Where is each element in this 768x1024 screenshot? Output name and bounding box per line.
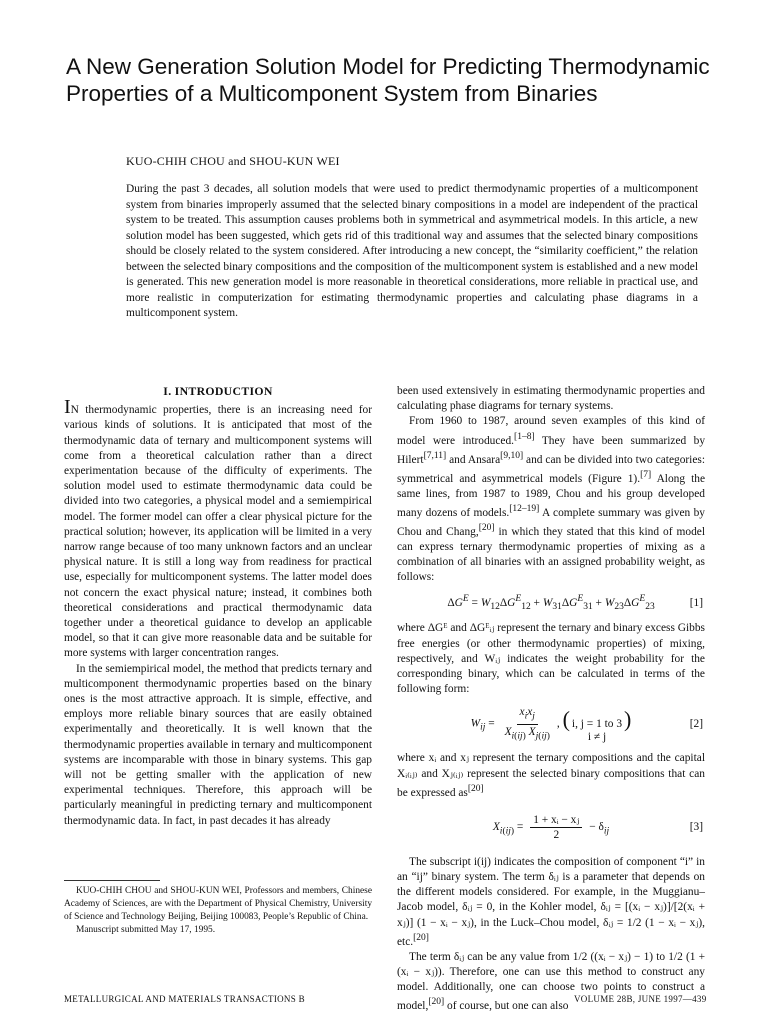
- text-run: Along the same lines, from 1987 to 1989, Chou and his group developed many dozens of models.: [397, 472, 705, 519]
- equation-2: [397, 704, 705, 744]
- citation: [20]: [428, 997, 445, 1008]
- section-heading-introduction: I. INTRODUCTION: [163, 384, 273, 398]
- right-paragraph-3: where ΔGᴱ and ΔGᴱᵢⱼ represent the ternary and binary excess Gibbs free energies (or other thermodynamic properties) of mixing, respectively, and Wᵢⱼ indicates the weight probability for the corresponding binary, which can be calculated in terms of the following form:: [397, 622, 705, 696]
- citation: [20]: [413, 932, 429, 943]
- intro-paragraph-2: In the semiempirical model, the method that predicts ternary and multicomponent thermodynamic properties based on the binary ones is the most attractive approach. It is simple, effective, and employs more reliable binary sources that are easily obtained experimentally and theoretically. It is well known that the thermodynamic properties available in ternary and multicomponent systems are incomparable with those in binary systems. This gap will not be getting smaller with the application of new experimental techniques. Therefore, this approach will be particularly meaningful in predicting ternary and multicomponent thermodynamic data. In fact, in past decades it has already: [64, 662, 372, 827]
- citation: [20]: [478, 522, 495, 533]
- equation-3-body: $X_{i(ij)}$ = $\frac{\text{1 + xᵢ − xⱼ}}{2}$ − $\delta_{ij}$: [492, 814, 610, 842]
- text-run: where xᵢ and xⱼ represent the ternary compositions and the capital Xᵢ₍ᵢⱼ₎ and Xⱼ₍ᵢⱼ₎ represent the selected binary compositions that can be expressed as: [397, 752, 705, 799]
- intro-paragraph-1: [64, 396, 372, 661]
- text-run: and Ansara: [446, 453, 501, 466]
- text-run: The subscript i(ij) indicates the composition of component “i” in an “ij” binary system. The term δᵢⱼ is a parameter that depends on the different models considered. For example, in the Muggianu–Jacob model, δᵢⱼ = 0, in the Kohler model, δᵢⱼ = [(xᵢ − xⱼ)]/[2(xᵢ + xⱼ)] (1 − xᵢ − xⱼ), in the Luck–Chou model, δᵢⱼ = 1/2 (1 − xᵢ − xⱼ), etc.: [397, 855, 705, 948]
- right-paragraph-4: [397, 751, 705, 800]
- equation-1-body: $\Delta G^E = W_{12}\Delta G^E_{12} + W_{31}\Delta G^E_{31} + W_{23}\Delta G^E_{23}$: [447, 593, 655, 612]
- equation-2-body: $W_{ij}$ = $\frac{x_ix_j}{X_{i(ij)} X_{j(ij)}}$ , ( i, j = 1 to 3 i ≠ j ): [470, 706, 632, 743]
- volume-page-footer: VOLUME 28B, JUNE 1997—439: [574, 994, 707, 1004]
- text-run: They have been summarized by Hilert: [397, 434, 706, 466]
- right-paragraph-2: [397, 414, 705, 585]
- text-run: and can be divided into two categories: symmetrical and asymmetrical models (Figure 1).: [397, 453, 705, 485]
- equation-1-number: [1]: [689, 596, 703, 609]
- text-run: A complete summary was given by Chou and Chang,: [397, 506, 705, 538]
- equation-2-number: [2]: [689, 717, 703, 730]
- footnote-submitted: Manuscript submitted May 17, 1995.: [76, 925, 216, 935]
- equation-1: [397, 592, 705, 614]
- footnote-affiliation: KUO-CHIH CHOU and SHOU-KUN WEI, Professors and members, Chinese Academy of Sciences, are with the Department of Physical Chemistry, University of Science and Technology Beijing, Beijing 100083, People’s Republic of China.: [64, 886, 372, 922]
- right-column: [397, 384, 705, 1014]
- left-column: [64, 384, 372, 829]
- citation: [7,11]: [423, 450, 447, 461]
- equation-3: [397, 808, 705, 848]
- citation: [20]: [467, 783, 484, 794]
- equation-2-condition: i ≠ j: [587, 730, 607, 743]
- citation: [9,10]: [500, 450, 524, 461]
- text-run: The term δᵢⱼ can be any value from 1/2 ((xᵢ − xⱼ) − 1) to 1/2 (1 + (xᵢ − xⱼ)). Therefore, one can use this method to construct any model. Additionally, one can choose two points to construct a model,: [397, 950, 705, 1013]
- abstract: During the past 3 decades, all solution models that were used to predict thermodynamic properties of a multicomponent system from binaries improperly assumed that the selected binary compositions in a model are independent of the practical system to be treated. This assumption causes problems both in symmetrical and asymmetrical models. In this article, a new solution model has been suggested, which gets rid of this traditional way and assumes that the selected binary compositions should be closely related to the system considered. After introducing a new concept, the “similarity coefficient,” the relation between the selected binary compositions and the composition of the multicomponent system is established and a new model is generated. This new generation model is more reasonable in theoretical considerations, more reliable in practical use, and more realistic in computerization for estimating thermodynamic properties and calculating phase diagrams in a multicomponent system.: [126, 183, 698, 319]
- text-run: From 1960 to 1987, around seven examples of this kind of model were introduced.: [397, 415, 705, 447]
- right-paragraph-5: [397, 855, 705, 950]
- intro-paragraph-1-text: N thermodynamic properties, there is an increasing need for various kinds of solutions. It is anticipated that most of the thermodynamic data of ternary and multicomponent systems will come from a theoretical calculation rather than a direct experimentation because of the difficulty of experiments. The solution model used to estimate thermodynamic data could be divided into two categories, a physical model and a semiempirical model. The former model can offer a clear physical picture for the practical solution; however, its application will be limited in a very narrow range because of too many unknown factors and an unclear physical nature. It is still a long way from readiness for practical use, especially for multicomponent systems. The latter model does not concern the exact physical nature; instead, it combines both theoretical considerations and practical thermodynamic data together under a theoretical guidance to develop an applicable model, so that it can give more reasonable data and be suitable for more systems with larger concentration ranges.: [64, 404, 372, 660]
- citation: [12–19]: [509, 503, 540, 514]
- paper-title: A New Generation Solution Model for Predicting Thermodynamic Properties of a Multicomponent System from Binaries: [66, 54, 710, 106]
- equation-3-number: [3]: [689, 821, 703, 834]
- equation-2-fraction: $\frac{x_ix_j}{X_{i(ij)} X_{j(ij)}}$: [504, 706, 550, 741]
- drop-cap: I: [64, 396, 71, 419]
- text-run: of course, but one can also: [444, 1000, 569, 1013]
- citation: [1–8]: [514, 431, 535, 442]
- author-footnote: [64, 885, 372, 937]
- author-line: KUO-CHIH CHOU and SHOU-KUN WEI: [126, 154, 340, 168]
- journal-name-footer: METALLURGICAL AND MATERIALS TRANSACTIONS B: [64, 994, 305, 1004]
- citation: [7]: [640, 469, 652, 480]
- equation-3-fraction: $\frac{\text{1 + xᵢ − xⱼ}}{2}$: [530, 813, 582, 842]
- right-paragraph-6: [397, 950, 705, 1015]
- equation-2-condition: i, j = 1 to 3: [571, 717, 623, 730]
- footnote-divider: [64, 880, 160, 881]
- text-run: in which they stated that this kind of model can express ternary thermodynamic properties of mixing as a combination of all binaries with an assigned probability weight, as follows:: [397, 525, 705, 584]
- right-paragraph-1: been used extensively in estimating thermodynamic properties and calculating phase diagrams for ternary systems.: [397, 385, 705, 413]
